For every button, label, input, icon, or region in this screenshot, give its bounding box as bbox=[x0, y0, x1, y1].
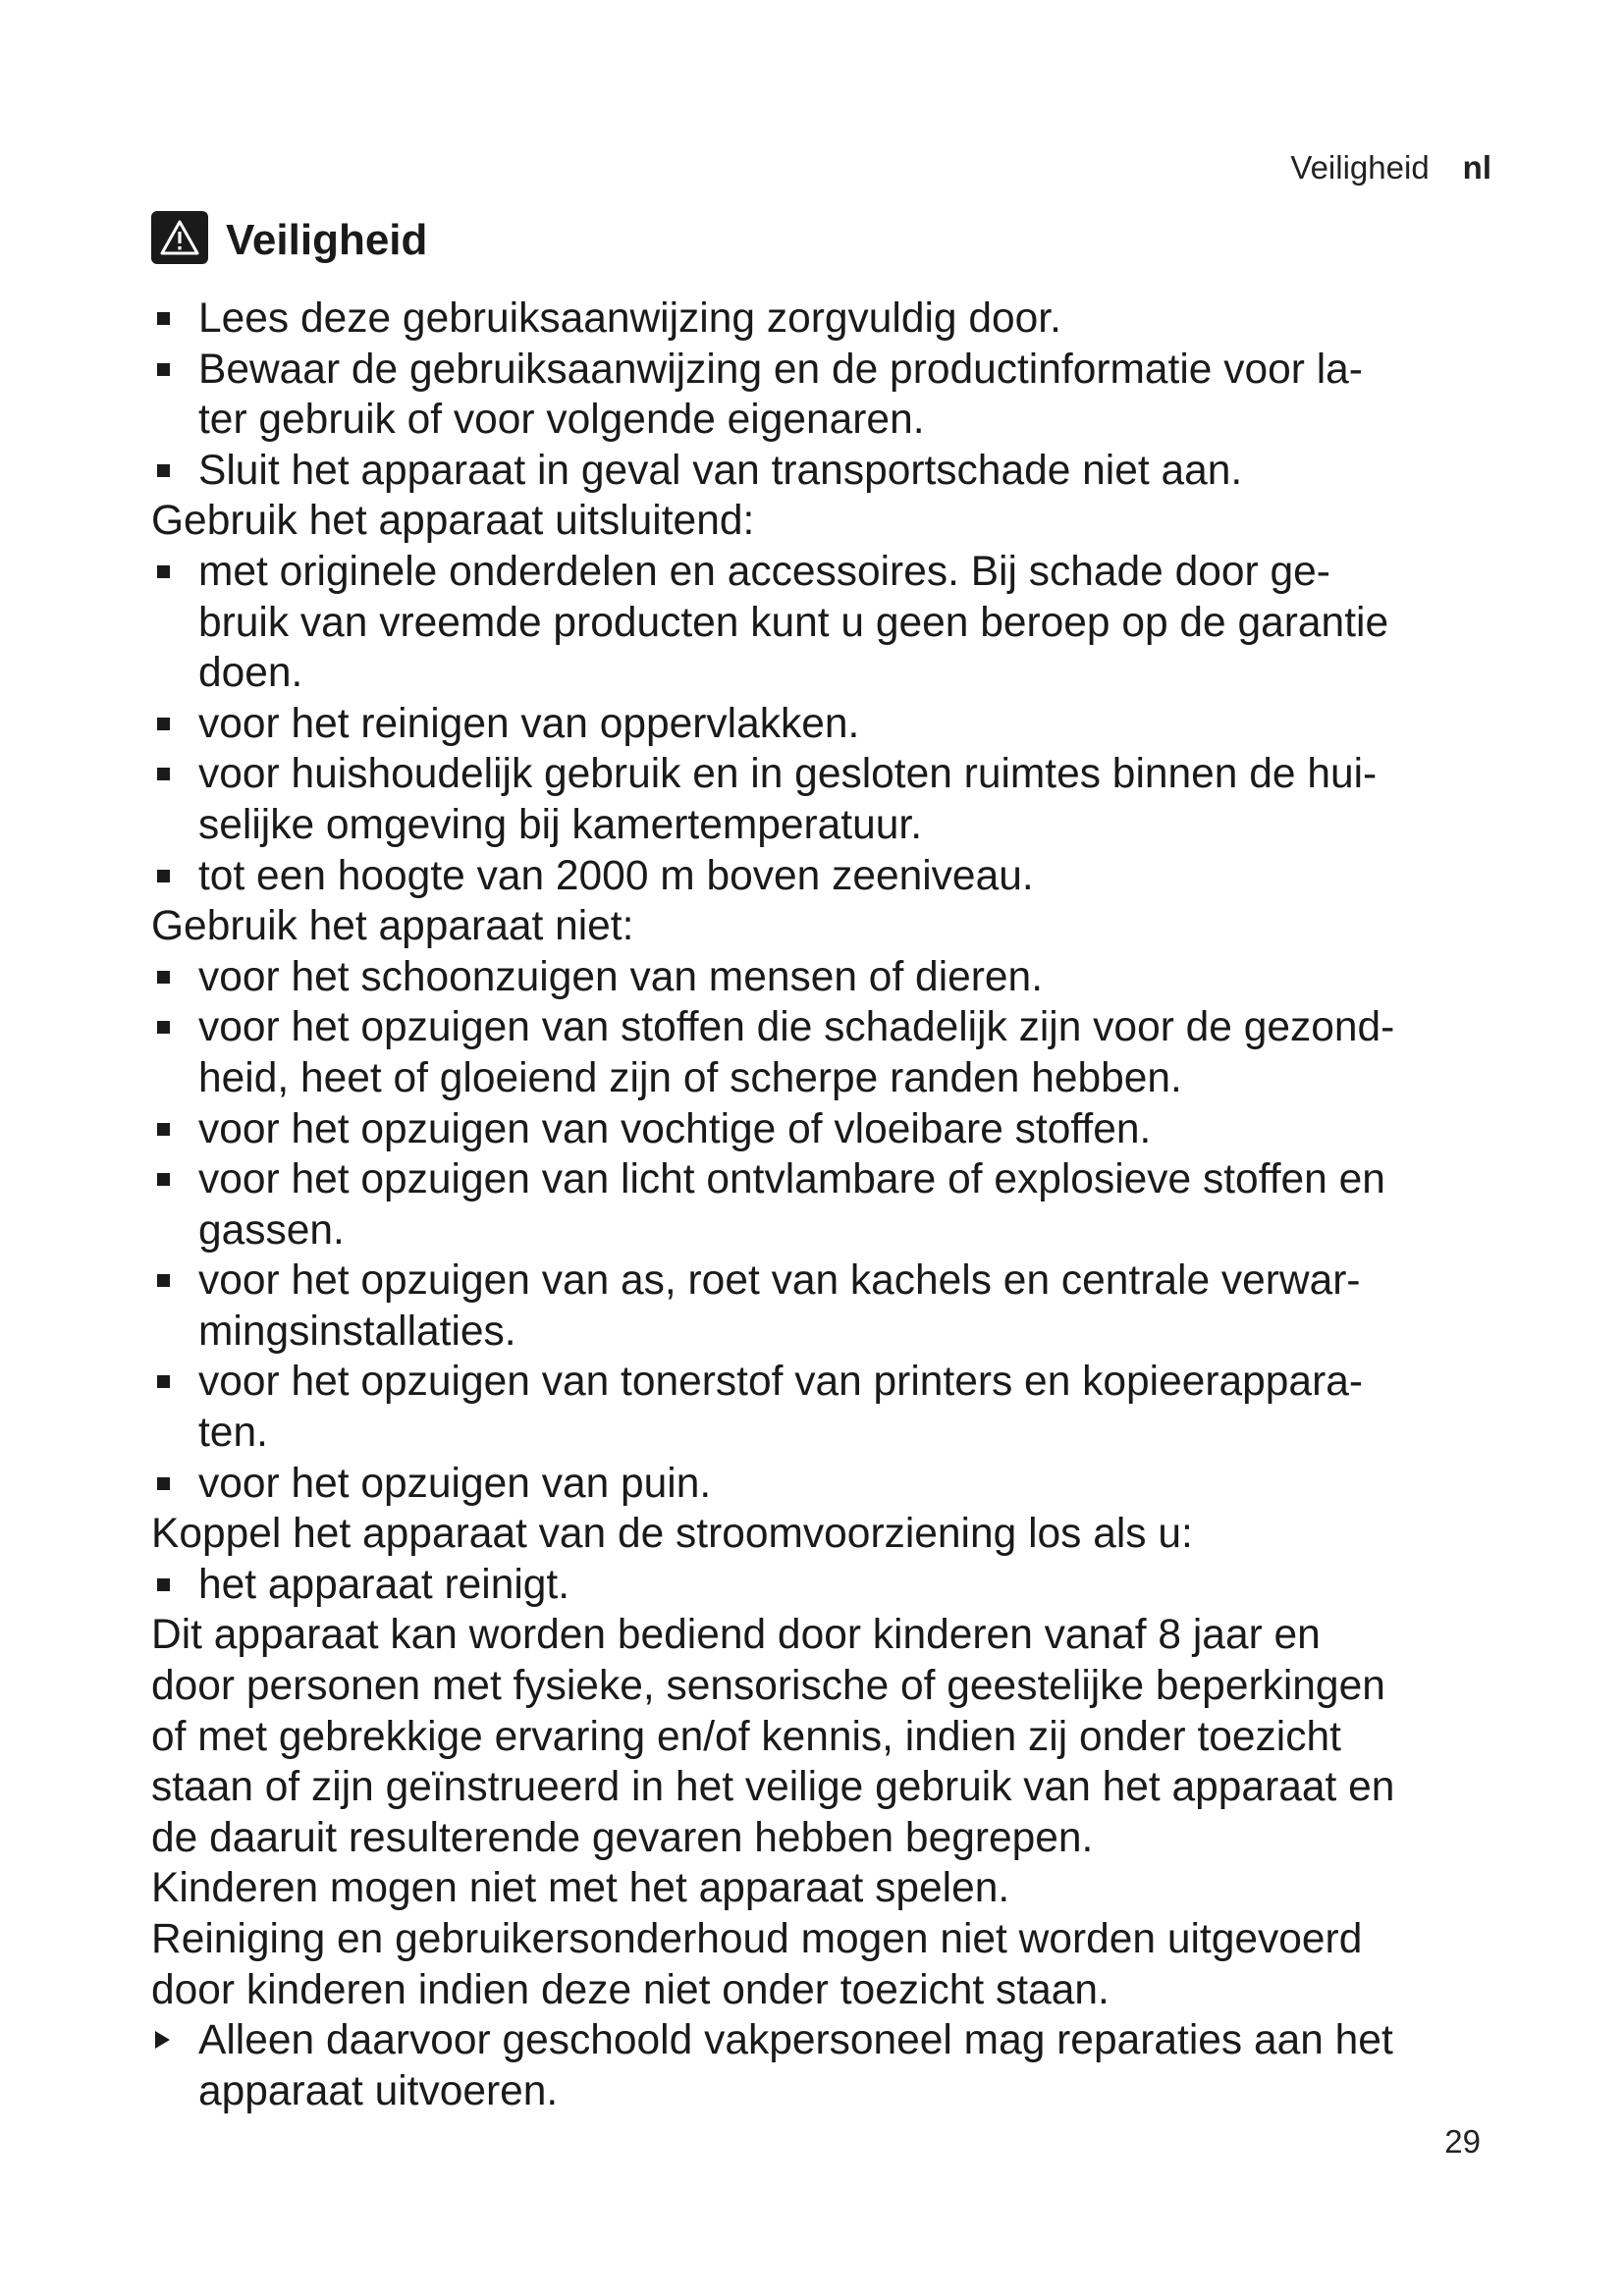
list-item-line: voor het opzuigen van vochtige of vloeibare stoffen. bbox=[198, 1105, 1152, 1152]
list-item-line: tot een hoogte van 2000 m boven zeeniveau. bbox=[198, 852, 1034, 899]
square-bullet-icon bbox=[157, 1578, 170, 1591]
running-header bbox=[1290, 149, 1491, 187]
section-heading bbox=[151, 211, 1526, 264]
list-item bbox=[151, 1459, 1526, 1510]
action-item-line: Alleen daarvoor geschoold vakpersoneel mag reparaties aan het bbox=[198, 2017, 1393, 2064]
list-item-line: het apparaat reinigt. bbox=[198, 1561, 570, 1608]
list-item-line: bruik van vreemde producten kunt u geen beroep op de garantie bbox=[198, 599, 1389, 646]
list-item-line: voor het opzuigen van stoffen die schadelijk zijn voor de gezond- bbox=[198, 1004, 1395, 1051]
list-item-line: voor het opzuigen van tonerstof van printers en kopieerappara- bbox=[198, 1359, 1364, 1406]
paragraph-line: door personen met fysieke, sensorische of geestelijke beperkingen bbox=[151, 1663, 1385, 1710]
list-item-line: met originele onderdelen en accessoires. Bij schade door ge- bbox=[198, 548, 1330, 595]
action-item-line: apparaat uitvoeren. bbox=[198, 2067, 559, 2114]
square-bullet-icon bbox=[157, 312, 170, 325]
use-only-label: Gebruik het apparaat uitsluitend: bbox=[151, 498, 755, 545]
arrow-bullet-icon bbox=[155, 2031, 170, 2049]
list-item-line: ter gebruik of voor volgende eigenaren. bbox=[198, 397, 925, 444]
square-bullet-icon bbox=[157, 1021, 170, 1034]
paragraph-line: of met gebrekkige ervaring en/of kennis, indien zij onder toezicht bbox=[151, 1713, 1341, 1760]
square-bullet-icon bbox=[157, 363, 170, 376]
list-item-line: voor het schoonzuigen van mensen of dieren. bbox=[198, 953, 1044, 1000]
header-section-title: Veiligheid bbox=[1290, 149, 1430, 186]
paragraph-line: Dit apparaat kan worden bediend door kinderen vanaf 8 jaar en bbox=[151, 1612, 1321, 1659]
list-item-line: gassen. bbox=[198, 1206, 345, 1254]
list-item-line: heid, heet of gloeiend zijn of scherpe randen hebben. bbox=[198, 1054, 1182, 1101]
children-play-sentence: Kinderen mogen niet met het apparaat spelen. bbox=[151, 1865, 1010, 1912]
do-not-list bbox=[151, 952, 1526, 1510]
header-language: nl bbox=[1462, 149, 1491, 186]
square-bullet-icon bbox=[157, 565, 170, 578]
list-item-line: selijke omgeving bij kamertemperatuur. bbox=[198, 801, 923, 848]
disconnect-list bbox=[151, 1560, 1526, 1611]
list-item bbox=[151, 1255, 1526, 1357]
square-bullet-icon bbox=[157, 870, 170, 882]
page-number: 29 bbox=[1444, 2123, 1481, 2160]
list-item-line: mingsinstallaties. bbox=[198, 1308, 516, 1355]
square-bullet-icon bbox=[157, 768, 170, 780]
action-item bbox=[151, 2015, 1526, 2116]
list-item-line: voor huishoudelijk gebruik en in gesloten ruimtes binnen de hui- bbox=[198, 751, 1378, 798]
list-item-line: voor het reinigen van oppervlakken. bbox=[198, 700, 860, 747]
action-list bbox=[151, 2015, 1526, 2116]
list-item bbox=[151, 1154, 1526, 1255]
use-only-list bbox=[151, 547, 1526, 901]
list-item bbox=[151, 1560, 1526, 1611]
paragraph-line: de daaruit resulterende gevaren hebben begrepen. bbox=[151, 1814, 1094, 1861]
list-item bbox=[151, 345, 1526, 446]
list-item-line: Lees deze gebruiksaanwijzing zorgvuldig door. bbox=[198, 295, 1061, 342]
list-item bbox=[151, 1104, 1526, 1155]
list-item bbox=[151, 851, 1526, 902]
list-item-line: doen. bbox=[198, 650, 303, 697]
list-item bbox=[151, 294, 1526, 345]
list-item-line: voor het opzuigen van puin. bbox=[198, 1460, 712, 1507]
paragraph-line: Reiniging en gebruikersonderhoud mogen niet worden uitgevoerd bbox=[151, 1916, 1363, 1962]
page-content bbox=[151, 211, 1526, 2116]
list-item-line: voor het opzuigen van licht ontvlambare of explosieve stoffen en bbox=[198, 1156, 1385, 1203]
square-bullet-icon bbox=[157, 1375, 170, 1388]
paragraph-line: door kinderen indien deze niet onder toezicht staan. bbox=[151, 1966, 1110, 2013]
page-title: Veiligheid bbox=[226, 216, 428, 264]
list-item-line: Bewaar de gebruiksaanwijzing en de productinformatie voor la- bbox=[198, 346, 1363, 393]
square-bullet-icon bbox=[157, 1477, 170, 1490]
paragraph-line: staan of zijn geïnstrueerd in het veilige gebruik van het apparaat en bbox=[151, 1764, 1395, 1811]
square-bullet-icon bbox=[157, 1123, 170, 1136]
list-item-line: Sluit het apparaat in geval van transportschade niet aan. bbox=[198, 447, 1243, 494]
list-item bbox=[151, 699, 1526, 750]
square-bullet-icon bbox=[157, 464, 170, 477]
cleaning-paragraph bbox=[151, 1914, 1526, 2015]
square-bullet-icon bbox=[157, 1173, 170, 1186]
list-item-line: ten. bbox=[198, 1410, 268, 1457]
list-item bbox=[151, 1357, 1526, 1458]
list-item bbox=[151, 952, 1526, 1003]
square-bullet-icon bbox=[157, 718, 170, 730]
square-bullet-icon bbox=[157, 971, 170, 984]
disconnect-label: Koppel het apparaat van de stroomvoorziening los als u: bbox=[151, 1511, 1193, 1558]
list-item-line: voor het opzuigen van as, roet van kachels en centrale verwar- bbox=[198, 1257, 1361, 1305]
warning-triangle-icon bbox=[151, 211, 208, 264]
square-bullet-icon bbox=[157, 1274, 170, 1287]
intro-list bbox=[151, 294, 1526, 496]
list-item bbox=[151, 749, 1526, 850]
list-item bbox=[151, 446, 1526, 497]
do-not-label: Gebruik het apparaat niet: bbox=[151, 903, 634, 950]
list-item bbox=[151, 1002, 1526, 1103]
list-item bbox=[151, 547, 1526, 699]
children-paragraph bbox=[151, 1610, 1526, 1863]
